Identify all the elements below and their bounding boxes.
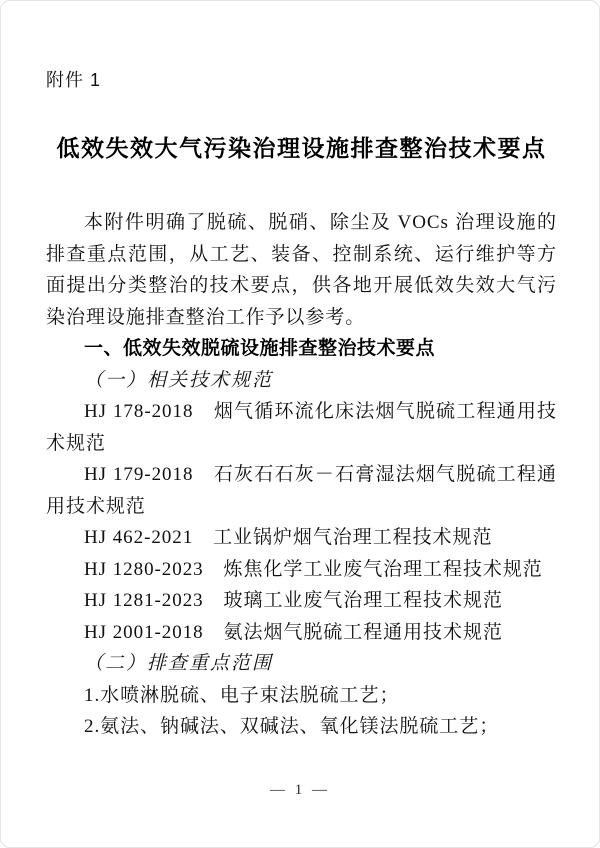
document-body <box>46 207 557 743</box>
page-number: — 1 — <box>270 782 330 798</box>
standard-item-hj-178: HJ 178-2018 烟气循环流化床法烟气脱硫工程通用技术规范 <box>46 401 557 454</box>
section-1-heading: 一、低效失效脱硫设施排查整治技术要点 <box>84 338 436 359</box>
scope-item-1: 1.水喷淋脱硫、电子束法脱硫工艺； <box>84 684 400 706</box>
standard-item-hj-462: HJ 462-2021 工业锅炉烟气治理工程技术规范 <box>84 527 493 548</box>
standard-item-hj-1280: HJ 1280-2023 炼焦化学工业废气治理工程技术规范 <box>84 558 543 580</box>
subsection-1-heading: （一）相关技术规范 <box>84 369 274 391</box>
attachment-label: 附件 1 <box>46 70 102 90</box>
standard-item-hj-2001: HJ 2001-2018 氨法烟气脱硫工程通用技术规范 <box>84 621 503 643</box>
scope-item-2: 2.氨法、钠碱法、双碱法、氧化镁法脱硫工艺； <box>84 716 500 737</box>
intro-paragraph: 本附件明确了脱硫、脱硝、除尘及 VOCs 治理设施的排查重点范围，从工艺、装备、控制系统、运行维护等方面提出分类整治的技术要点，供各地开展低效失效大气污染治理设施排查整治工作予以参考。 <box>46 212 557 328</box>
document-title: 低效失效大气污染治理设施排查整治技术要点 <box>56 136 547 161</box>
subsection-2-heading: （二）排查重点范围 <box>84 653 274 674</box>
standard-item-hj-1281: HJ 1281-2023 玻璃工业废气治理工程技术规范 <box>84 590 503 611</box>
standard-item-hj-179: HJ 179-2018 石灰石石灰－石膏湿法烟气脱硫工程通用技术规范 <box>46 464 557 517</box>
